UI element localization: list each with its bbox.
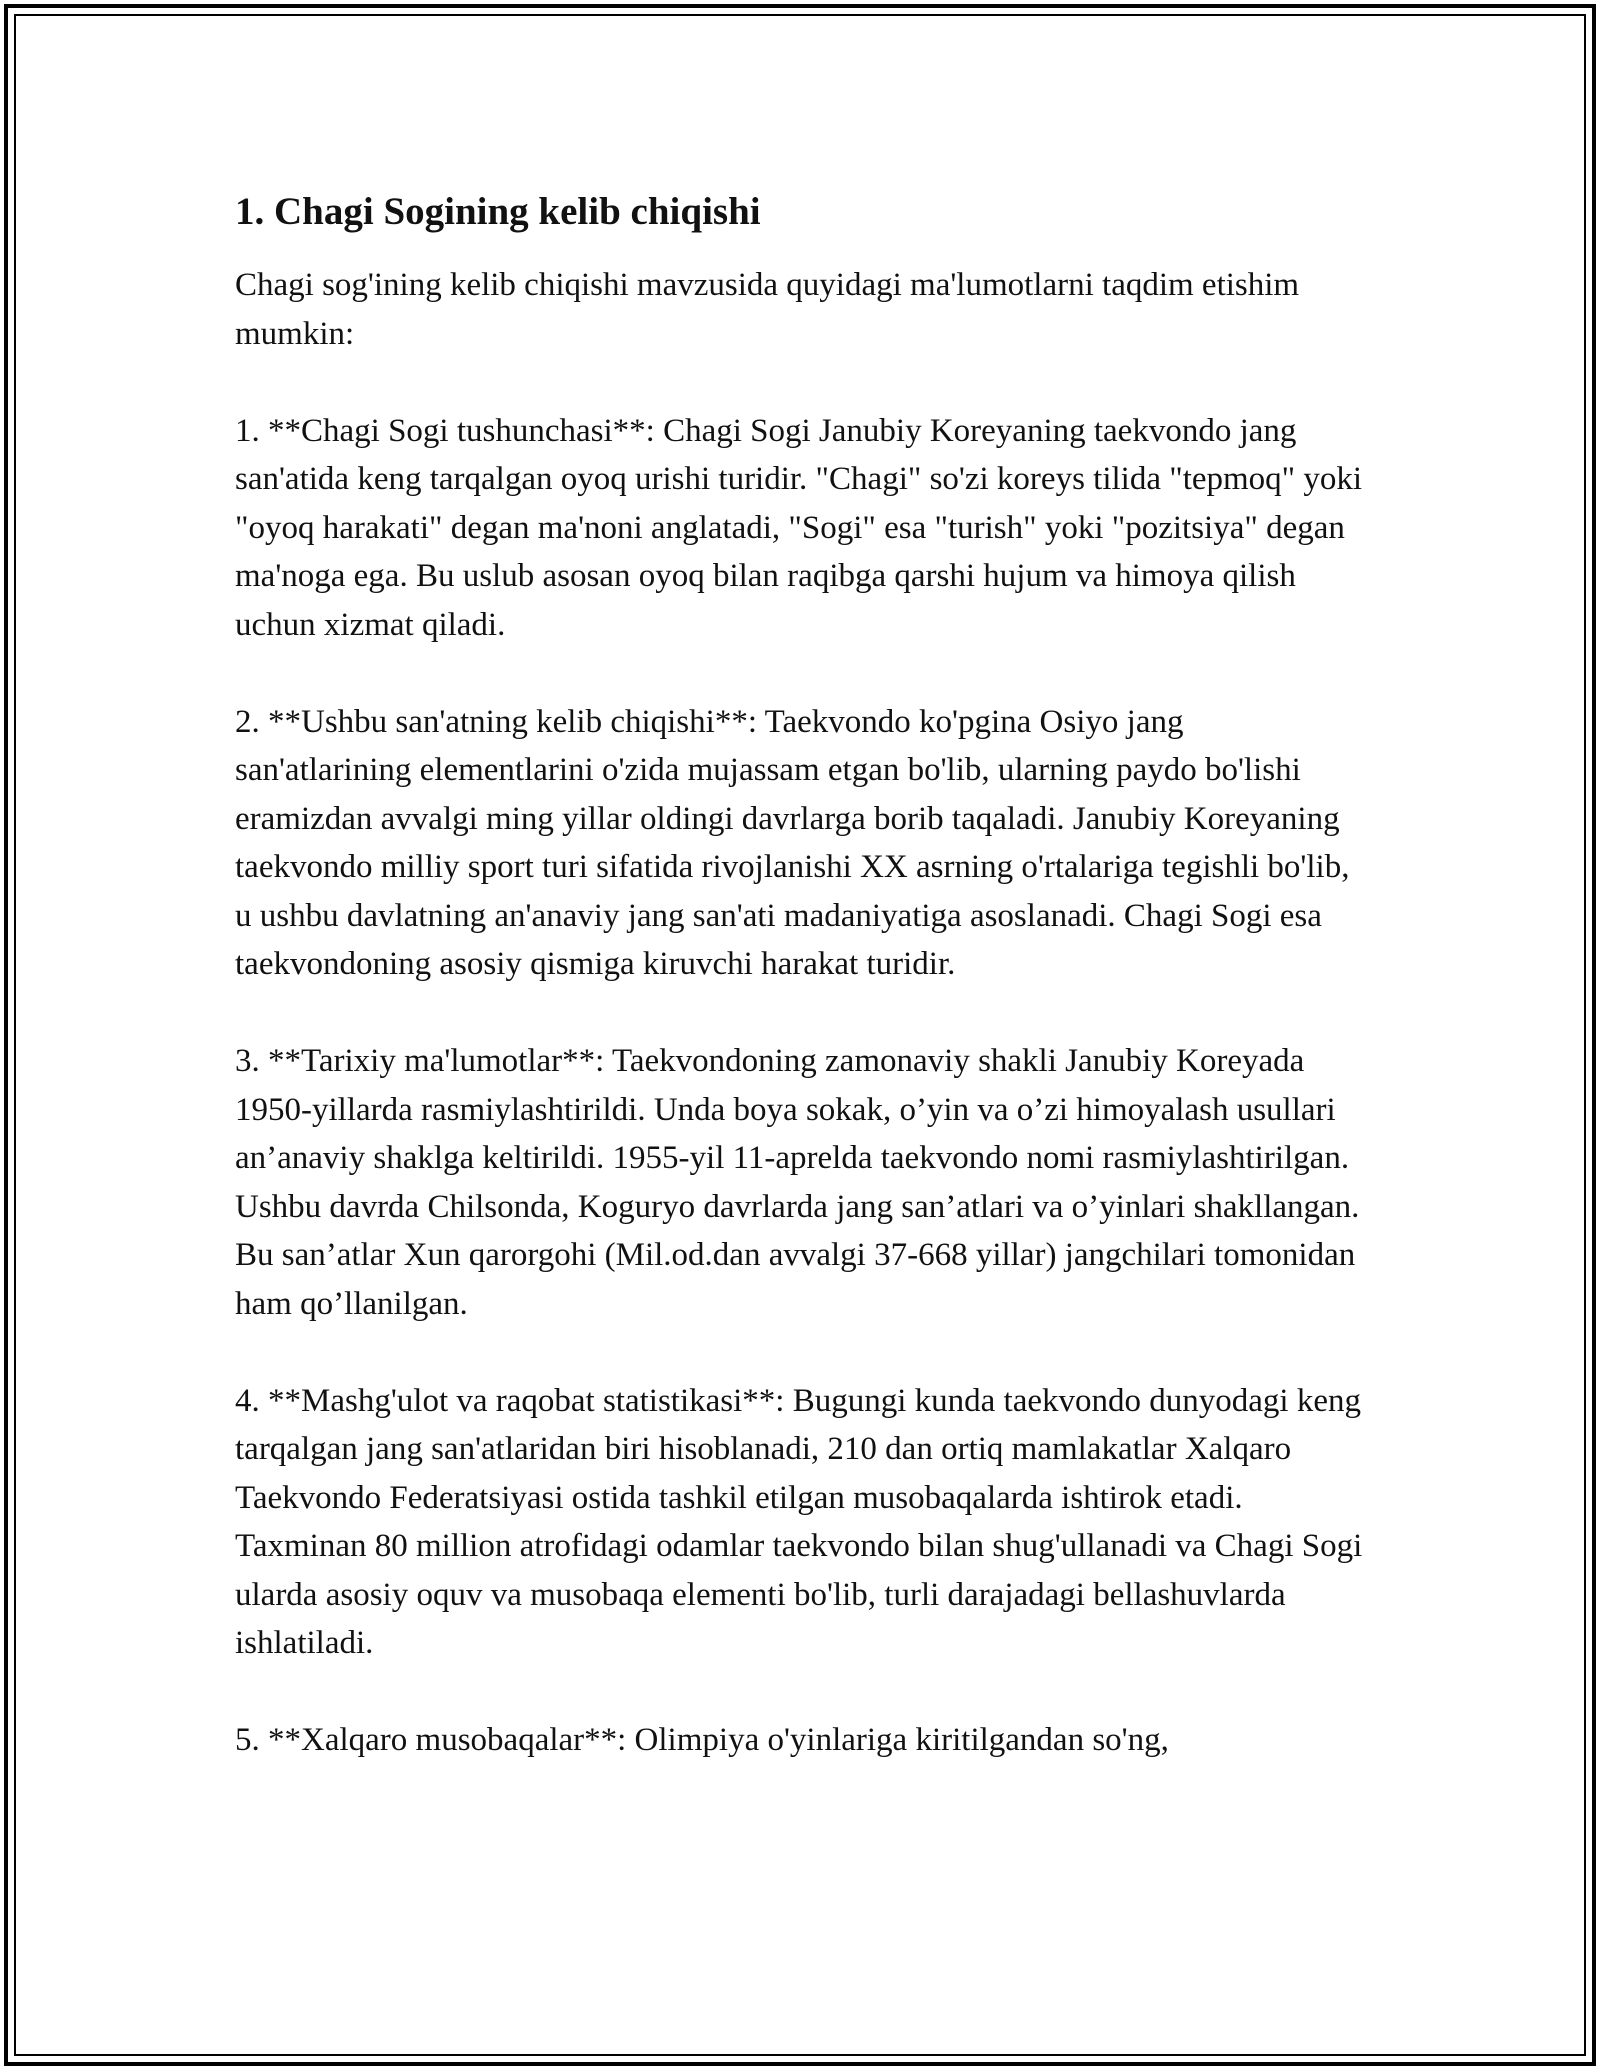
section-heading: 1. Chagi Sogining kelib chiqishi (235, 190, 761, 233)
paragraph-chagi-sogi-concept: 1. **Chagi Sogi tushunchasi**: Chagi Sogi Janubiy Koreyaning taekvondo jang san'atida keng tarqalgan oyoq urishi turidir. "Chagi" so'zi koreys tilida "tepmoq" yoki "oyoq harakati" degan ma'noni anglatadi, "Sogi" esa "turish" yoki "pozitsiya" degan ma'noga ega. Bu uslub asosan oyoq bilan raqibga qarshi hujum va himoya qilish uchun xizmat qiladi. (235, 412, 1363, 643)
paragraph-historical-info: 3. **Tarixiy ma'lumotlar**: Taekvondoning zamonaviy shakli Janubiy Koreyada 1950-yillarda rasmiylashtirildi. Unda boya sokak, o’yin va o’zi himoyalash usullari an’anaviy shaklga keltirildi. 1955-yil 11-aprelda taekvondo nomi rasmiylashtirilgan. Ushbu davrda Chilsonda, Koguryo davrlarda jang san’atlari va o’yinlari shakllangan. Bu san’atlar Xun qarorgohi (Mil.od.dan avvalgi 37-668 yillar) jangchilari tomonidan ham qo’llanilgan. (235, 1043, 1360, 1322)
document-body (235, 185, 1365, 1813)
intro-paragraph: Chagi sog'ining kelib chiqishi mavzusida quyidagi ma'lumotlarni taqdim etishim mumkin: (235, 267, 1300, 352)
paragraph-international-competitions: 5. **Xalqaro musobaqalar**: Olimpiya o'yinlariga kiritilgandan so'ng, (235, 1722, 1169, 1758)
paragraph-origin-of-art: 2. **Ushbu san'atning kelib chiqishi**: Taekvondo ko'pgina Osiyo jang san'atlarining elementlarini o'zida mujassam etgan bo'lib, ularning paydo bo'lishi eramizdan avvalgi ming yillar oldingi davrlarga borib taqaladi. Janubiy Koreyaning taekvondo milliy sport turi sifatida rivojlanishi XX asrning o'rtalariga tegishli bo'lib, u ushbu davlatning an'anaviy jang san'ati madaniyatiga asoslanadi. Chagi Sogi esa taekvondoning asosiy qismiga kiruvchi harakat turidir. (235, 703, 1350, 982)
paragraph-training-statistics: 4. **Mashg'ulot va raqobat statistikasi**: Bugungi kunda taekvondo dunyodagi keng tarqalgan jang san'atlaridan biri hisoblanadi, 210 dan ortiq mamlakatlar Xalqaro Taekvondo Federatsiyasi ostida tashkil etilgan musobaqalarda ishtirok etadi. Taxminan 80 million atrofidagi odamlar taekvondo bilan shug'ullanadi va Chagi Sogi ularda asosiy oquv va musobaqa elementi bo'lib, turli darajadagi bellashuvlarda ishlatiladi. (235, 1382, 1363, 1661)
